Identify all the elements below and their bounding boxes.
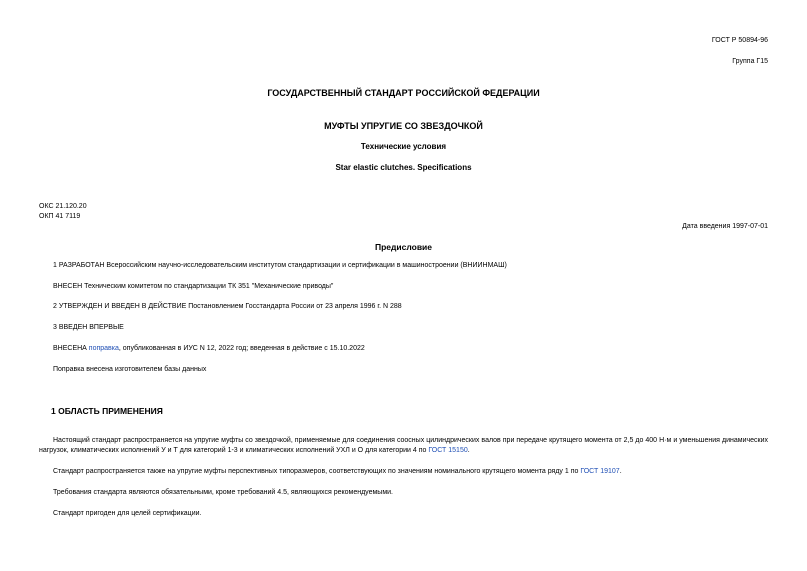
okp-code: ОКП 41 7119 [39, 213, 81, 220]
gost-19107-link[interactable]: ГОСТ 19107 [580, 468, 620, 475]
section-1-paragraph-1 [39, 436, 768, 456]
gost-15150-link[interactable]: ГОСТ 15150 [428, 447, 468, 455]
english-title: Star elastic clutches. Specifications [335, 163, 472, 172]
paragraph-1-end: . [467, 447, 470, 455]
amendment-prefix: ВНЕСЕНА [53, 345, 89, 352]
paragraph-2-end: . [619, 468, 622, 475]
standard-title: ГОСУДАРСТВЕННЫЙ СТАНДАРТ РОССИЙСКОЙ ФЕДЕРАЦИИ [267, 88, 540, 98]
section-1-paragraph-4: Стандарт пригоден для целей сертификации. [53, 510, 202, 517]
foreword-item-1: 1 РАЗРАБОТАН Всероссийским научно-исследовательским институтом стандартизации и сертификации в машиностроении (ВНИИНМАШ) [53, 262, 507, 269]
amendment-suffix: , опубликованная в ИУС N 12, 2022 год; введенная в действие с 15.10.2022 [118, 345, 365, 352]
foreword-item-2: 2 УТВЕРЖДЕН И ВВЕДЕН В ДЕЙСТВИЕ Постановлением Госстандарта России от 23 апреля 1996 г. N 288 [53, 303, 402, 310]
document-subtitle: Технические условия [360, 142, 447, 151]
foreword-item-3: 3 ВВЕДЕН ВПЕРВЫЕ [53, 324, 124, 331]
section-1-paragraph-2 [53, 467, 622, 477]
section-1-paragraph-3: Требования стандарта являются обязательными, кроме требований 4.5, являющихся рекомендуемыми. [53, 489, 394, 496]
oks-code: ОКС 21.120.20 [39, 203, 87, 210]
doc-number: ГОСТ Р 50894-96 [711, 37, 768, 44]
paragraph-1-text: Настоящий стандарт распространяется на упругие муфты со звездочкой, применяемые для соединения соосных цилиндрических валов при передаче крутящего момента от 2,5 до 400 Н·м и уменьшения динамических нагрузок, климатических исполнений У и Т для категорий 1-3 и климатических исполнений УХЛ и О для категории 4 по [39, 437, 768, 455]
section-1-heading: 1 ОБЛАСТЬ ПРИМЕНЕНИЯ [51, 406, 163, 416]
foreword-amendment [53, 344, 365, 354]
paragraph-2-text: Стандарт распространяется также на упругие муфты перспективных типоразмеров, соответствующих по значениям номинального крутящего момента ряду 1 по [53, 468, 581, 475]
amendment-link[interactable]: поправка [88, 345, 119, 352]
amendment-note: Поправка внесена изготовителем базы данных [53, 366, 207, 373]
group-code: Группа Г15 [732, 58, 768, 65]
foreword-item-1b: ВНЕСЕН Техническим комитетом по стандартизации ТК 351 "Механические приводы" [53, 283, 334, 290]
document-name: МУФТЫ УПРУГИЕ СО ЗВЕЗДОЧКОЙ [324, 121, 483, 131]
foreword-heading: Предисловие [374, 242, 433, 252]
introduction-date: Дата введения 1997-07-01 [682, 223, 768, 230]
